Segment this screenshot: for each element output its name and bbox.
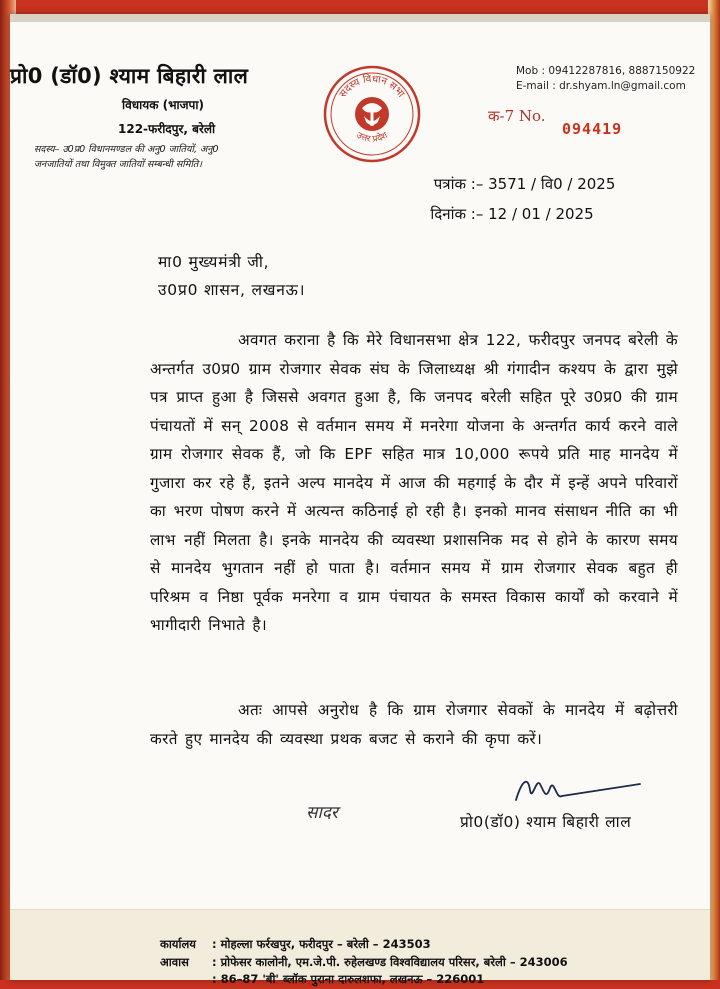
svg-text:उत्तर प्रदेश [355,130,391,144]
footer-addresses [160,936,568,989]
dinank-value: :– 12 / 01 / 2025 [470,205,594,223]
dinank-label: दिनांक [430,205,466,223]
seal-top-text: सदस्य विधान सभा [337,73,407,100]
footer-residence-label: आवास [160,954,189,969]
serial-number: 094419 [562,120,623,138]
svg-text:सदस्य विधान सभा [338,73,407,100]
contact-mobile: Mob : 09412287816, 8887150922 [516,65,696,77]
assembly-seal-icon [322,64,422,164]
footer-residence-row [160,954,568,972]
patrank-line [400,174,615,194]
body-paragraph-2-text: अतः आपसे अनुरोध है कि ग्राम रोजगार सेवकों के मानदेय में बढ़ोत्तरी करते हुए मानदेय की व्यवस्था प्रथक बजट से कराने की कृपा करें। [150,701,678,748]
contact-block [516,64,695,94]
signer-name: प्रो0(डॉ0) श्याम बिहारी लाल [460,813,632,831]
seal-emblem-icon [355,97,389,131]
contact-email: E-mail : dr.shyam.ln@gmail.com [516,80,686,92]
footer-office-label: कार्यालय [160,937,196,951]
footer-lucknow-value: : 86–87 'बी' ब्लॉक पुराना दारुलशफा, लखनऊ – 226001 [212,972,485,986]
footer-office-value: : मोहल्ला फर्रखपुर, फरीदपुर – बरेली – 243503 [212,937,431,951]
seal-bottom-text: उत्तर प्रदेश [354,130,390,145]
letterhead-member-note: सदस्य– उ0प्र0 विधानमण्डल की अनु0 जातियों, अनु0 जनजातियों तथा विमुक्त जातियों सम्बन्धी समिति। [34,144,219,170]
body-paragraph-1-text: अवगत कराना है कि मेरे विधानसभा क्षेत्र 122, फरीदपुर जनपद बरेली के अन्तर्गत उ0प्र0 ग्राम रोजगार सेवक संघ के जिलाध्यक्ष श्री गंगादीन कश्यप के द्वारा मुझे पत्र प्राप्त हुआ है जिससे अवगत हुआ है, कि जनपद बरेली सहित पूरे उ0प्र0 की ग्राम पंचायतों में सन् 2008 से वर्तमान समय में मनरेगा योजना के अन्तर्गत कार्य करने वाले ग्राम रोजगार सेवक हैं, जो कि EPF सहित मात्र 10,000 रूपये प्रति माह मानदेय में गुजारा कर रहे हैं, इतने अल्प मानदेय में आज की महगाई के दौर में इन्हें अपने परिवारों का भरण पोषण करने में अत्यन्त कठिनाई हो रही है। इनको मानव संसाधन नीति का भी लाभ नहीं मिलता है। इनके मानदेय की व्यवस्था प्रशासनिक मद से होने के कारण समय से मानदेय भुगतान नहीं हो पाता है। वर्तमान समय में ग्राम रोजगार सेवक बहुत ही परिश्रम व निष्ठा पूर्वक मनरेगा व ग्राम पंचायत के समस्त विकास कार्यों को करवाने में भागीदारी निभाते है। [150,331,678,634]
letterhead-role: विधायक (भाजपा) [122,98,204,112]
body-paragraph-1 [150,326,678,640]
paper-top-band [10,14,710,22]
letterhead-name: प्रो0 (डॉ0) श्याम बिहारी लाल [10,64,249,88]
serial-label: क-7 No. [488,107,546,125]
patrank-label: पत्रांक [433,175,466,193]
body-paragraph-2 [150,696,678,753]
patrank-value: :– 3571 / वि0 / 2025 [470,175,616,193]
letter-page [10,14,710,986]
addressee-line2: उ0प्र0 शासन, लखनऊ। [158,281,306,299]
footer-office-row [160,936,568,954]
letterhead-place: 122-फरीदपुर, बरेली [118,122,216,136]
closing-sadar: सादर [306,803,338,823]
footer-residence-value: : प्रोफेसर कालोनी, एम.जे.पी. रुहेलखण्ड विश्वविद्यालय परिसर, बरेली – 243006 [212,954,568,969]
signature-icon [510,770,650,810]
dinank-line [400,204,594,224]
addressee-line1: मा0 मुख्यमंत्री जी, [158,253,270,271]
